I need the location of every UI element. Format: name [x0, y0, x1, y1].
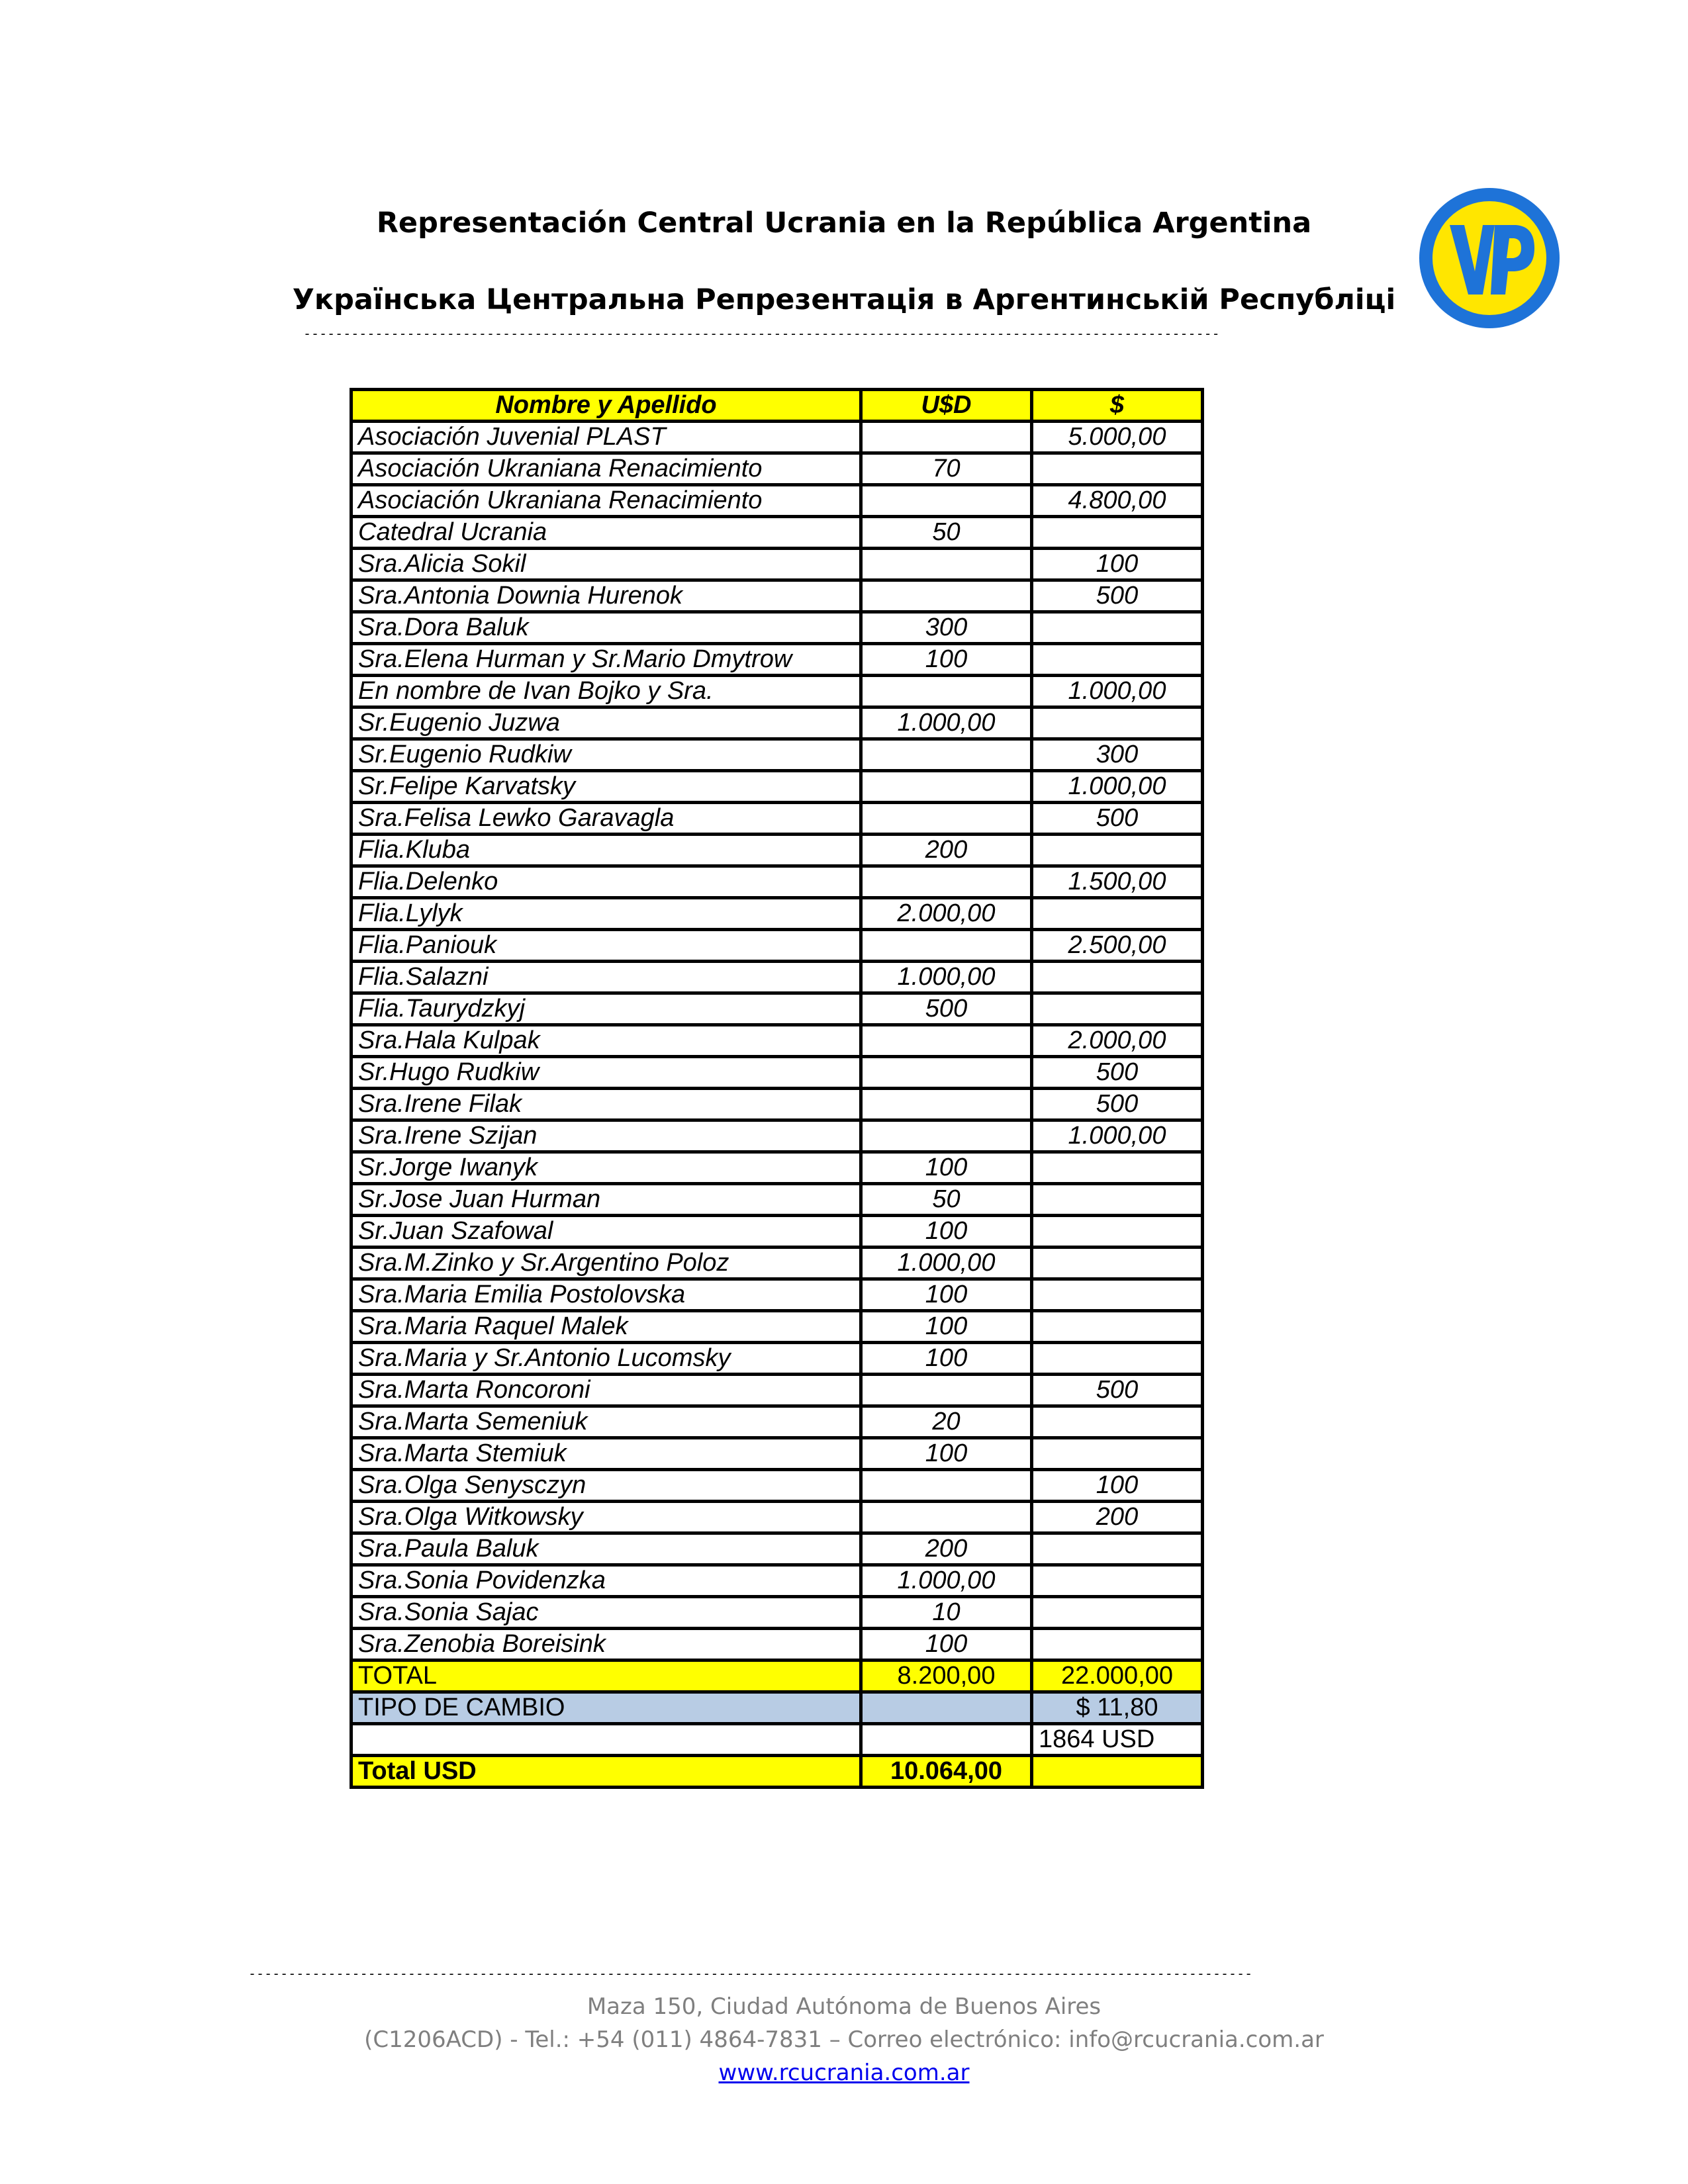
donations-table	[350, 388, 1204, 1789]
row-ars	[1032, 962, 1203, 993]
row-name: Sra.Sonia Sajac	[352, 1597, 861, 1629]
table-row	[352, 1311, 1203, 1343]
row-usd: 1.000,00	[861, 1248, 1032, 1279]
table-row	[352, 866, 1203, 898]
row-name: Catedral Ucrania	[352, 517, 861, 549]
row-name: Sra.Maria y Sr.Antonio Lucomsky	[352, 1343, 861, 1375]
table-row	[352, 1216, 1203, 1248]
usd-conversion-empty-usd	[861, 1724, 1032, 1756]
total-usd: 8.200,00	[861, 1661, 1032, 1692]
row-usd: 100	[861, 1311, 1032, 1343]
table-row	[352, 1438, 1203, 1470]
row-usd: 100	[861, 1216, 1032, 1248]
row-name: En nombre de Ivan Bojko y Sra.	[352, 676, 861, 707]
table-header-row	[352, 390, 1203, 422]
row-name: Flia.Salazni	[352, 962, 861, 993]
row-ars: 1.000,00	[1032, 1120, 1203, 1152]
usd-conversion-value: 1864 USD	[1032, 1724, 1203, 1756]
row-ars	[1032, 1438, 1203, 1470]
row-name: Sra.Maria Emilia Postolovska	[352, 1279, 861, 1311]
footer-address-line1: Maza 150, Ciudad Autónoma de Buenos Aires	[586, 1993, 1102, 2020]
table-row	[352, 1375, 1203, 1406]
row-usd: 100	[861, 1629, 1032, 1661]
row-name: Flia.Paniouk	[352, 930, 861, 962]
row-name: Asociación Ukraniana Renacimiento	[352, 453, 861, 485]
row-ars: 2.500,00	[1032, 930, 1203, 962]
row-name: Asociación Ukraniana Renacimiento	[352, 485, 861, 517]
table-row	[352, 835, 1203, 866]
row-ars: 1.000,00	[1032, 771, 1203, 803]
total-row	[352, 1661, 1203, 1692]
row-usd	[861, 803, 1032, 835]
row-name: Sr.Jorge Iwanyk	[352, 1152, 861, 1184]
table-row	[352, 1025, 1203, 1057]
table-row	[352, 1343, 1203, 1375]
table-row	[352, 803, 1203, 835]
row-usd: 200	[861, 835, 1032, 866]
row-usd: 100	[861, 1279, 1032, 1311]
table-row	[352, 676, 1203, 707]
total-usd-value: 10.064,00	[861, 1756, 1032, 1788]
row-usd: 100	[861, 644, 1032, 676]
table-row	[352, 453, 1203, 485]
table-row	[352, 644, 1203, 676]
table-row	[352, 485, 1203, 517]
row-usd: 2.000,00	[861, 898, 1032, 930]
row-usd	[861, 1089, 1032, 1120]
row-usd	[861, 676, 1032, 707]
row-ars	[1032, 1152, 1203, 1184]
footer-address-line2: (C1206ACD) - Tel.: +54 (011) 4864-7831 – Correo electrónico: info@rcucrania.com.ar	[364, 2026, 1324, 2053]
document-title-ukrainian: Українська Центральна Репрезентація в Аргентинській Республіці	[292, 283, 1396, 316]
table-row	[352, 993, 1203, 1025]
row-ars	[1032, 1565, 1203, 1597]
table-row	[352, 1279, 1203, 1311]
row-usd	[861, 1025, 1032, 1057]
table-row	[352, 1565, 1203, 1597]
row-usd	[861, 580, 1032, 612]
row-usd: 1.000,00	[861, 962, 1032, 993]
table-row	[352, 771, 1203, 803]
total-usd-row	[352, 1756, 1203, 1788]
row-usd	[861, 1470, 1032, 1502]
total-label: TOTAL	[352, 1661, 861, 1692]
row-ars: 500	[1032, 580, 1203, 612]
row-name: Sra.Paula Baluk	[352, 1533, 861, 1565]
row-name: Flia.Taurydzkyj	[352, 993, 861, 1025]
ukrainian-representation-logo-icon	[1417, 185, 1562, 331]
row-usd: 300	[861, 612, 1032, 644]
row-ars: 2.000,00	[1032, 1025, 1203, 1057]
row-usd: 70	[861, 453, 1032, 485]
table-row	[352, 930, 1203, 962]
row-usd: 100	[861, 1343, 1032, 1375]
exchange-rate-row	[352, 1692, 1203, 1724]
row-ars: 500	[1032, 1057, 1203, 1089]
row-ars	[1032, 1533, 1203, 1565]
row-name: Sr.Eugenio Juzwa	[352, 707, 861, 739]
row-usd	[861, 549, 1032, 580]
row-ars	[1032, 1406, 1203, 1438]
total-usd-label: Total USD	[352, 1756, 861, 1788]
row-usd	[861, 485, 1032, 517]
row-ars	[1032, 1248, 1203, 1279]
usd-conversion-empty-name	[352, 1724, 861, 1756]
row-name: Flia.Delenko	[352, 866, 861, 898]
row-name: Sra.Irene Filak	[352, 1089, 861, 1120]
row-name: Sra.Olga Senysczyn	[352, 1470, 861, 1502]
table-row	[352, 962, 1203, 993]
row-usd: 1.000,00	[861, 707, 1032, 739]
row-usd: 200	[861, 1533, 1032, 1565]
row-name: Sr.Eugenio Rudkiw	[352, 739, 861, 771]
row-usd: 50	[861, 517, 1032, 549]
table-row	[352, 1184, 1203, 1216]
footer-separator: ------------------------------------------------------------------------------------------------------------------------------	[248, 1966, 1253, 1981]
exchange-rate-empty-cell	[861, 1692, 1032, 1724]
table-row	[352, 1470, 1203, 1502]
row-ars	[1032, 644, 1203, 676]
row-usd	[861, 1120, 1032, 1152]
row-ars: 200	[1032, 1502, 1203, 1533]
row-ars	[1032, 1597, 1203, 1629]
row-ars: 1.500,00	[1032, 866, 1203, 898]
row-name: Sra.Antonia Downia Hurenok	[352, 580, 861, 612]
row-name: Sr.Jose Juan Hurman	[352, 1184, 861, 1216]
header-name: Nombre y Apellido	[352, 390, 861, 422]
row-name: Sra.Irene Szijan	[352, 1120, 861, 1152]
row-name: Flia.Kluba	[352, 835, 861, 866]
table-row	[352, 1120, 1203, 1152]
exchange-rate-label: TIPO DE CAMBIO	[352, 1692, 861, 1724]
row-usd: 1.000,00	[861, 1565, 1032, 1597]
table-row	[352, 739, 1203, 771]
row-name: Sra.Zenobia Boreisink	[352, 1629, 861, 1661]
table-row	[352, 1152, 1203, 1184]
total-usd-empty-cell	[1032, 1756, 1203, 1788]
row-ars	[1032, 1629, 1203, 1661]
row-usd	[861, 771, 1032, 803]
row-name: Sra.Olga Witkowsky	[352, 1502, 861, 1533]
row-ars	[1032, 1216, 1203, 1248]
row-usd: 100	[861, 1152, 1032, 1184]
row-ars: 1.000,00	[1032, 676, 1203, 707]
row-ars: 100	[1032, 1470, 1203, 1502]
table-row	[352, 549, 1203, 580]
row-name: Sr.Juan Szafowal	[352, 1216, 861, 1248]
row-name: Sr.Hugo Rudkiw	[352, 1057, 861, 1089]
header-usd: U$D	[861, 390, 1032, 422]
row-ars: 300	[1032, 739, 1203, 771]
row-name: Sra.Elena Hurman y Sr.Mario Dmytrow	[352, 644, 861, 676]
row-usd	[861, 866, 1032, 898]
table-row	[352, 898, 1203, 930]
header-ars: $	[1032, 390, 1203, 422]
table-row	[352, 612, 1203, 644]
row-ars	[1032, 835, 1203, 866]
row-name: Sra.Marta Roncoroni	[352, 1375, 861, 1406]
table-row	[352, 707, 1203, 739]
table-row	[352, 422, 1203, 453]
row-ars: 500	[1032, 1089, 1203, 1120]
row-name: Sra.Dora Baluk	[352, 612, 861, 644]
footer-website-link[interactable]: www.rcucrania.com.ar	[718, 2060, 970, 2086]
table-row	[352, 580, 1203, 612]
row-ars: 500	[1032, 803, 1203, 835]
row-ars: 500	[1032, 1375, 1203, 1406]
row-name: Sra.Felisa Lewko Garavagla	[352, 803, 861, 835]
row-ars	[1032, 898, 1203, 930]
row-usd	[861, 422, 1032, 453]
row-ars: 5.000,00	[1032, 422, 1203, 453]
row-usd: 20	[861, 1406, 1032, 1438]
usd-conversion-row	[352, 1724, 1203, 1756]
row-usd: 500	[861, 993, 1032, 1025]
row-usd: 100	[861, 1438, 1032, 1470]
row-usd	[861, 1057, 1032, 1089]
row-usd	[861, 1502, 1032, 1533]
document-title-spanish: Representación Central Ucrania en la República Argentina	[376, 206, 1312, 240]
header-separator: -------------------------------------------------------------------------------------------------------------------	[303, 326, 1220, 341]
table-row	[352, 517, 1203, 549]
row-name: Asociación Juvenial PLAST	[352, 422, 861, 453]
row-name: Sra.M.Zinko y Sr.Argentino Poloz	[352, 1248, 861, 1279]
row-name: Flia.Lylyk	[352, 898, 861, 930]
row-usd: 10	[861, 1597, 1032, 1629]
total-ars: 22.000,00	[1032, 1661, 1203, 1692]
row-ars: 4.800,00	[1032, 485, 1203, 517]
row-ars	[1032, 612, 1203, 644]
row-usd	[861, 1375, 1032, 1406]
row-ars	[1032, 1184, 1203, 1216]
exchange-rate-value: $ 11,80	[1032, 1692, 1203, 1724]
table-row	[352, 1248, 1203, 1279]
row-ars	[1032, 1279, 1203, 1311]
row-ars	[1032, 517, 1203, 549]
table-row	[352, 1533, 1203, 1565]
table-row	[352, 1597, 1203, 1629]
row-ars	[1032, 707, 1203, 739]
row-name: Sra.Marta Semeniuk	[352, 1406, 861, 1438]
table-row	[352, 1406, 1203, 1438]
table-row	[352, 1057, 1203, 1089]
row-ars	[1032, 993, 1203, 1025]
row-usd	[861, 930, 1032, 962]
row-name: Sra.Sonia Povidenzka	[352, 1565, 861, 1597]
row-name: Sra.Alicia Sokil	[352, 549, 861, 580]
row-name: Sra.Hala Kulpak	[352, 1025, 861, 1057]
row-ars	[1032, 1343, 1203, 1375]
row-usd	[861, 739, 1032, 771]
row-name: Sra.Maria Raquel Malek	[352, 1311, 861, 1343]
row-name: Sra.Marta Stemiuk	[352, 1438, 861, 1470]
table-row	[352, 1629, 1203, 1661]
row-ars	[1032, 453, 1203, 485]
row-ars: 100	[1032, 549, 1203, 580]
table-row	[352, 1502, 1203, 1533]
row-ars	[1032, 1311, 1203, 1343]
table-row	[352, 1089, 1203, 1120]
row-name: Sr.Felipe Karvatsky	[352, 771, 861, 803]
row-usd: 50	[861, 1184, 1032, 1216]
